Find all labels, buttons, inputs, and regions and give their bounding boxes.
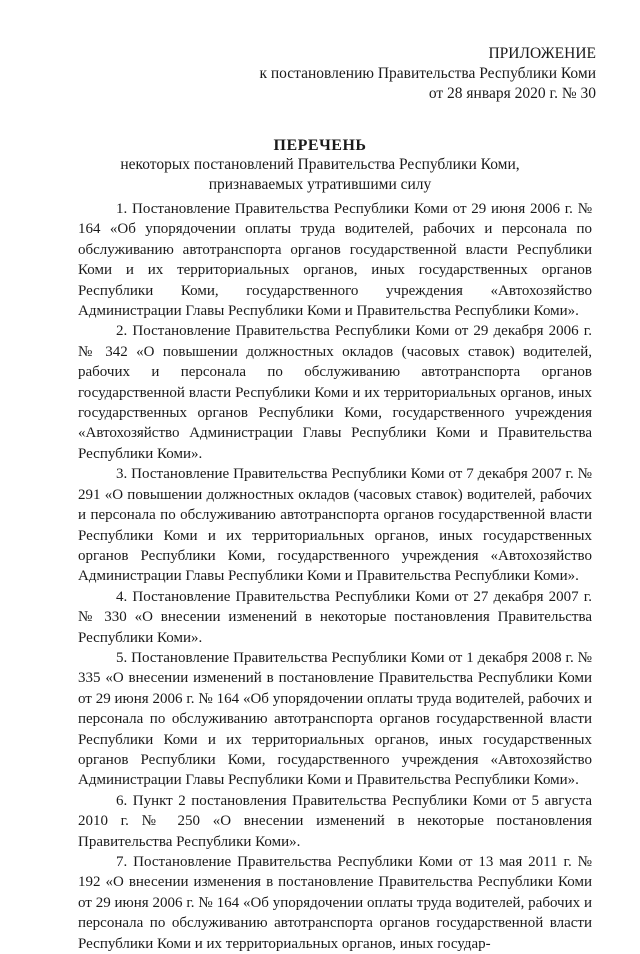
document-title: ПЕРЕЧЕНЬ [273,137,367,154]
list-item-5: 5. Постановление Правительства Республики Коми от 1 декабря 2008 г. № 335 «О внесении изменений в постановление Правительства Республики Коми от 29 июня 2006 г. № 164 «Об упорядочении оплаты труда водителей, рабочих и персонала по обслуживанию автотранспорта органов государственной власти Республики Коми и их территориальных органов, иных государственных органов Республики Коми, государственного учреждения «Автохозяйство Администрации Главы Республики Коми и Правительства Республики Коми». [78,649,592,789]
document-subtitle-line1: некоторых постановлений Правительства Республики Коми, [120,156,520,173]
list-item-1: 1. Постановление Правительства Республики Коми от 29 июня 2006 г. № 164 «Об упорядочении оплаты труда водителей, рабочих и персонала по обслуживанию автотранспорта органов государственной власти Республики Коми и их территориальных органов, иных государственных органов Республики Коми, государственного учреждения «Автохозяйство Администрации Главы Республики Коми и Правительства Республики Коми». [78,201,592,320]
appendix-header [259,44,596,104]
document-heading [0,136,640,194]
list-item-7: 7. Постановление Правительства Республики Коми от 13 мая 2011 г. № 192 «О внесении изменения в постановление Правительства Республики Коми от 29 июня 2006 г. № 164 «Об упорядочении оплаты труда водителей, рабочих и персонала по обслуживанию автотранспорта органов государственной власти Республики Коми и их территориальных органов, иных государ- [78,854,592,952]
list-item-6: 6. Пункт 2 постановления Правительства Республики Коми от 5 августа 2010 г. № 250 «О внесении изменений в некоторые постановления Правительства Республики Коми». [78,792,592,850]
appendix-date-number: от 28 января 2020 г. № 30 [428,85,596,102]
appendix-resolution-ref: к постановлению Правительства Республики Коми [259,65,596,82]
list-item-4: 4. Постановление Правительства Республики Коми от 27 декабря 2007 г. № 330 «О внесении изменений в некоторые постановления Правительства Республики Коми». [78,588,592,646]
list-item-2: 2. Постановление Правительства Республики Коми от 29 декабря 2006 г. № 342 «О повышении должностных окладов (часовых ставок) водителей, рабочих и персонала по обслуживанию автотранспорта органов государственной власти Республики Коми и их территориальных органов, иных государственных органов Республики Коми, государственного учреждения «Автохозяйство Администрации Главы Республики Коми и Правительства Республики Коми». [78,323,592,462]
list-item-3: 3. Постановление Правительства Республики Коми от 7 декабря 2007 г. № 291 «О повышении должностных окладов (часовых ставок) водителей, рабочих и персонала по обслуживанию автотранспорта органов государственной власти Республики Коми и их территориальных органов, иных государственных органов Республики Коми, государственного учреждения «Автохозяйство Администрации Главы Республики Коми и Правительства Республики Коми». [78,466,592,585]
document-subtitle-line2: признаваемых утратившими силу [208,175,432,193]
resolutions-list [78,199,592,954]
appendix-title: ПРИЛОЖЕНИЕ [488,45,596,62]
